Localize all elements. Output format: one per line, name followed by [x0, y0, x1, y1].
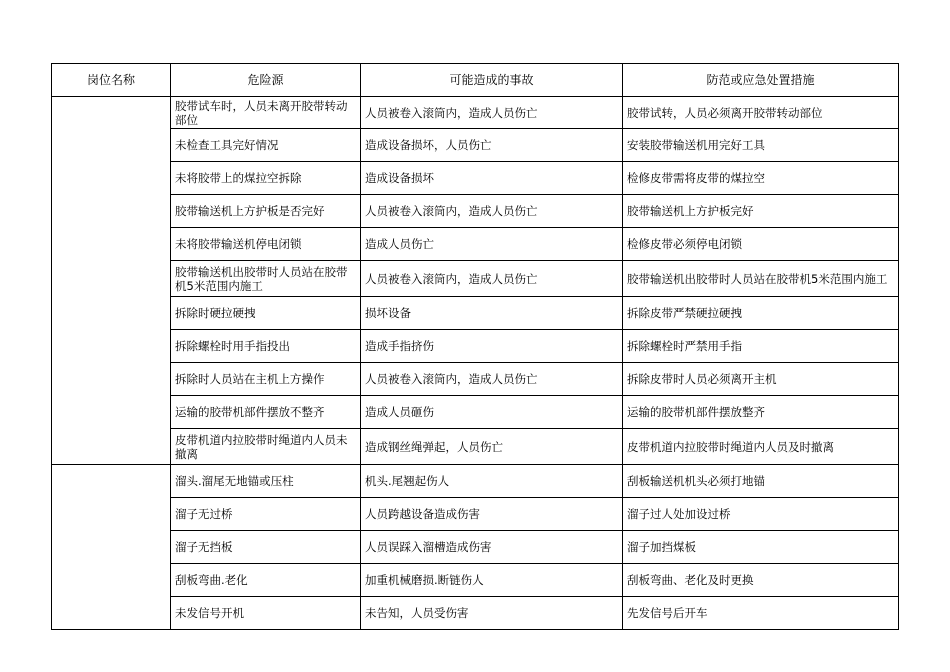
accident-cell: 机头.尾翘起伤人 — [361, 465, 623, 498]
measure-cell: 检修皮带必须停电闭锁 — [623, 228, 899, 261]
hazard-cell: 运输的胶带机部件摆放不整齐 — [171, 396, 361, 429]
hazard-cell: 未发信号开机 — [171, 597, 361, 630]
measure-cell: 皮带机道内拉胶带时绳道内人员及时撤离 — [623, 429, 899, 465]
table-row — [52, 330, 899, 363]
hazard-cell: 胶带输送机上方护板是否完好 — [171, 195, 361, 228]
hazard-cell: 皮带机道内拉胶带时绳道内人员未撤离 — [171, 429, 361, 465]
measure-cell: 胶带输送机上方护板完好 — [623, 195, 899, 228]
table-row — [52, 195, 899, 228]
accident-cell: 损坏设备 — [361, 297, 623, 330]
accident-cell: 造成设备损坏 — [361, 162, 623, 195]
measure-cell: 运输的胶带机部件摆放整齐 — [623, 396, 899, 429]
post-name-cell — [52, 97, 171, 465]
measure-cell: 刮板输送机机头必须打地锚 — [623, 465, 899, 498]
hazard-cell: 溜子无挡板 — [171, 531, 361, 564]
header-measure: 防范或应急处置措施 — [623, 64, 899, 97]
measure-cell: 拆除皮带时人员必须离开主机 — [623, 363, 899, 396]
measure-cell: 先发信号后开车 — [623, 597, 899, 630]
table-row — [52, 297, 899, 330]
hazard-cell: 未将胶带上的煤拉空拆除 — [171, 162, 361, 195]
accident-cell: 造成手指挤伤 — [361, 330, 623, 363]
hazard-cell: 胶带试车时，人员未离开胶带转动部位 — [171, 97, 361, 129]
table-row — [52, 498, 899, 531]
accident-cell: 造成钢丝绳弹起，人员伤亡 — [361, 429, 623, 465]
table-row — [52, 531, 899, 564]
table-row — [52, 228, 899, 261]
accident-cell: 人员被卷入滚筒内，造成人员伤亡 — [361, 97, 623, 129]
header-row — [52, 64, 899, 97]
column-divider-tail — [51, 614, 52, 626]
table-row — [52, 162, 899, 195]
accident-cell: 造成人员伤亡 — [361, 228, 623, 261]
measure-cell: 胶带试转，人员必须离开胶带转动部位 — [623, 97, 899, 129]
measure-cell: 拆除螺栓时严禁用手指 — [623, 330, 899, 363]
hazard-cell: 刮板弯曲.老化 — [171, 564, 361, 597]
measure-cell: 检修皮带需将皮带的煤拉空 — [623, 162, 899, 195]
measure-cell: 胶带输送机出胶带时人员站在胶带机5米范围内施工 — [623, 261, 899, 297]
risk-table — [51, 63, 899, 630]
measure-cell: 拆除皮带严禁硬拉硬拽 — [623, 297, 899, 330]
hazard-cell: 拆除螺栓时用手指投出 — [171, 330, 361, 363]
accident-cell: 未告知，人员受伤害 — [361, 597, 623, 630]
measure-cell: 溜子加挡煤板 — [623, 531, 899, 564]
measure-cell: 刮板弯曲、老化及时更换 — [623, 564, 899, 597]
accident-cell: 人员被卷入滚筒内，造成人员伤亡 — [361, 195, 623, 228]
accident-cell: 人员被卷入滚筒内，造成人员伤亡 — [361, 261, 623, 297]
hazard-cell: 溜子无过桥 — [171, 498, 361, 531]
header-accident: 可能造成的事故 — [361, 64, 623, 97]
hazard-cell: 未检查工具完好情况 — [171, 129, 361, 162]
hazard-cell: 拆除时硬拉硬拽 — [171, 297, 361, 330]
accident-cell: 加重机械磨损.断链伤人 — [361, 564, 623, 597]
table-row — [52, 564, 899, 597]
hazard-cell: 未将胶带输送机停电闭锁 — [171, 228, 361, 261]
header-hazard: 危险源 — [171, 64, 361, 97]
accident-cell: 造成人员砸伤 — [361, 396, 623, 429]
post-name-cell — [52, 465, 171, 630]
hazard-cell: 胶带输送机出胶带时人员站在胶带机5米范围内施工 — [171, 261, 361, 297]
table-row — [52, 97, 899, 129]
measure-cell: 安装胶带输送机用完好工具 — [623, 129, 899, 162]
hazard-cell: 溜头.溜尾无地锚或压柱 — [171, 465, 361, 498]
accident-cell: 人员误踩入溜槽造成伤害 — [361, 531, 623, 564]
accident-cell: 人员跨越设备造成伤害 — [361, 498, 623, 531]
measure-cell: 溜子过人处加设过桥 — [623, 498, 899, 531]
table-row — [52, 129, 899, 162]
table-row — [52, 261, 899, 297]
accident-cell: 人员被卷入滚筒内，造成人员伤亡 — [361, 363, 623, 396]
accident-cell: 造成设备损坏，人员伤亡 — [361, 129, 623, 162]
header-post: 岗位名称 — [52, 64, 171, 97]
table-row — [52, 396, 899, 429]
hazard-cell: 拆除时人员站在主机上方操作 — [171, 363, 361, 396]
table-row — [52, 465, 899, 498]
table-row — [52, 429, 899, 465]
table-row — [52, 597, 899, 630]
table-row — [52, 363, 899, 396]
